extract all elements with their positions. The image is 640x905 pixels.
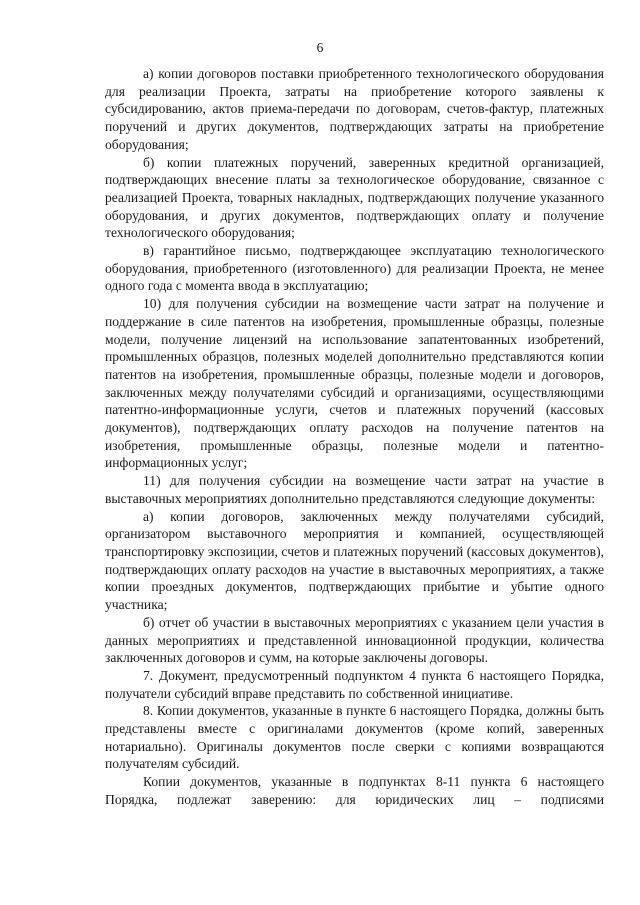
paragraph-item-8: 8. Копии документов, указанные в пункте 6 настоящего Порядка, должны быть представлены вместе с оригиналами документов (кроме копий, заверенных нотариально). Оригиналы документов после сверки с копиями возвращаются получателям субсидий. (105, 703, 604, 772)
paragraph-guarantee-letter: в) гарантийное письмо, подтверждающее эксплуатацию технологического оборудования, приобретенного (изготовленного) для реализации Проекта, не менее одного года с момента ввода в эксплуатацию; (105, 243, 604, 294)
paragraph-exhibition-report: б) отчет об участии в выставочных мероприятиях с указанием цели участия в данных мероприятиях и представленной инновационной продукции, количества заключенных договоров и сумм, на которые заключены договоры. (105, 614, 604, 666)
document-body (105, 65, 604, 809)
paragraph-payment-orders: б) копии платежных поручений, заверенных кредитной организацией, подтверждающих внесение платы за технологическое оборудование, связанное с реализацией Проекта, товарных накладных, подтверждающих получение указанного оборудования, и других документов, подтверждающих оплату и получение технологического оборудования; (105, 154, 604, 241)
paragraph-item-11-exhibitions: 11) для получения субсидии на возмещение части затрат на участие в выставочных мероприятиях дополнительно представляются следующие документы: (105, 473, 604, 506)
paragraph-equipment-contracts: а) копии договоров поставки приобретенного технологического оборудования для реализации Проекта, затраты на приобретение которого заявлены к субсидированию, актов приема-передачи по договорам, счетов-фактур, платежных поручений и других документов, подтверждающих затраты на приобретение оборудования; (105, 66, 604, 152)
page-number: 6 (316, 40, 324, 55)
paragraph-copies-certification: Копии документов, указанные в подпунктах 8-11 пункта 6 настоящего Порядка, подлежат заверению: для юридических лиц – подписями (105, 774, 604, 807)
paragraph-exhibition-contracts: а) копии договоров, заключенных между получателями субсидий, организатором выставочного мероприятия и компанией, осуществляющей транспортировку экспозиции, счетов и платежных поручений (кассовых документов), подтверждающих оплату расходов на участие в выставочных мероприятиях, а также копии проездных документов, подтверждающих прибытие и убытие одного участника; (105, 508, 604, 613)
paragraph-item-7: 7. Документ, предусмотренный подпунктом 4 пункта 6 настоящего Порядка, получатели субсидий вправе представить по собственной инициативе. (105, 667, 604, 701)
paragraph-item-10-patents: 10) для получения субсидии на возмещение части затрат на получение и поддержание в силе патентов на изобретения, промышленные образцы, полезные модели, получение лицензий на использование запатентованных изобретений, промышленных образцов, полезных моделей дополнительно представляются копии патентов на изобретения, промышленные образцы, полезные модели и договоров, заключенных между получателями субсидий и организациями, осуществляющими патентно-информационные услуги, счетов и платежных поручений (кассовых документов), подтверждающих оплату расходов на получение патентов на изобретения, промышленные образцы, полезные модели и патентно-информационных услуг; (105, 296, 604, 471)
